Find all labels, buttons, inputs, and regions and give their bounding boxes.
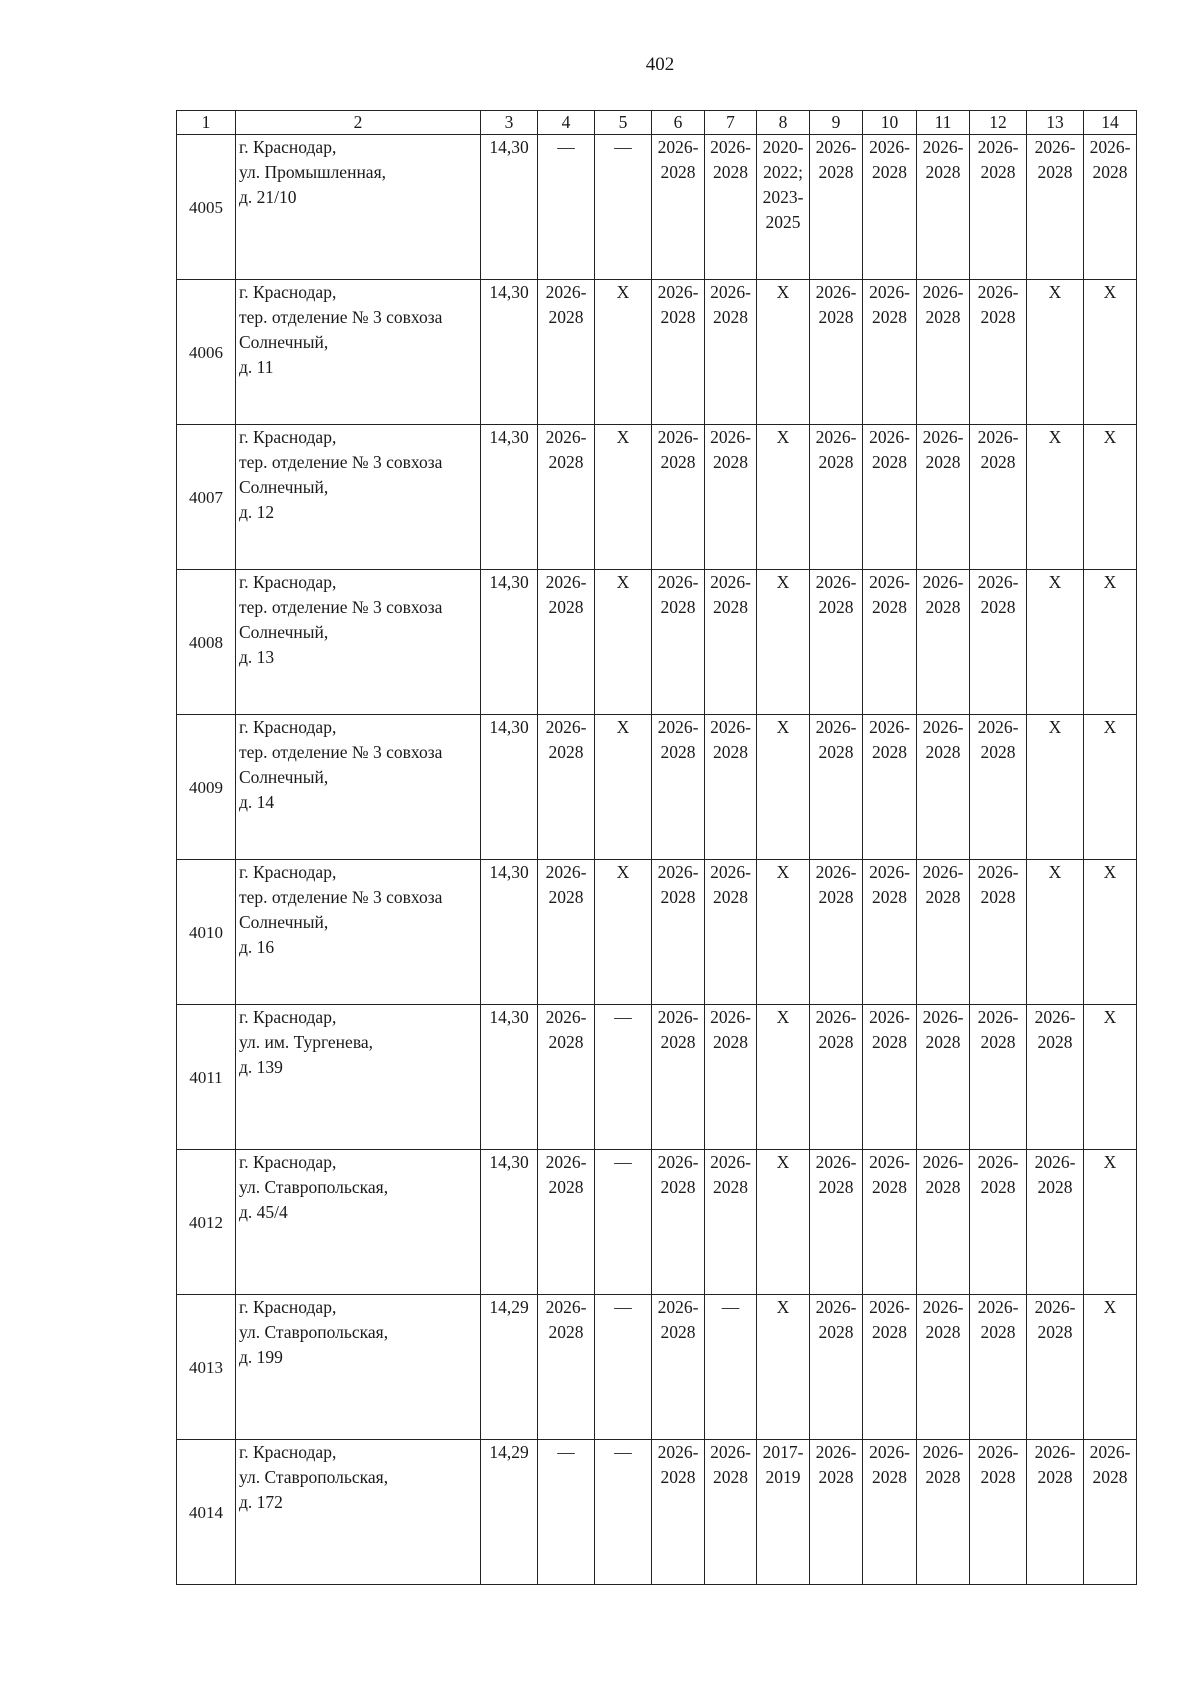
cell-col-6: 2026- 2028 — [652, 1440, 705, 1585]
address-cell: г. Краснодар, тер. отделение № 3 совхоза Солнечный, д. 14 — [236, 715, 481, 860]
cell-col-10: 2026- 2028 — [863, 280, 917, 425]
address-cell: г. Краснодар, тер. отделение № 3 совхоза Солнечный, д. 13 — [236, 570, 481, 715]
cell-col-8: 2017- 2019 — [757, 1440, 810, 1585]
cell-col-13: X — [1027, 425, 1084, 570]
table-row — [177, 1295, 1137, 1440]
cell-col-6: 2026- 2028 — [652, 1005, 705, 1150]
cell-col-9: 2026- 2028 — [810, 135, 863, 280]
cell-col-13: X — [1027, 715, 1084, 860]
cell-col-13: 2026- 2028 — [1027, 1005, 1084, 1150]
row-number: 4007 — [177, 425, 236, 570]
table-row — [177, 135, 1137, 280]
column-header: 9 — [810, 111, 863, 135]
column-header: 4 — [538, 111, 595, 135]
cell-col-14: X — [1084, 1295, 1137, 1440]
cell-col-14: X — [1084, 860, 1137, 1005]
cell-col-7: 2026- 2028 — [705, 425, 757, 570]
cell-col-8: X — [757, 425, 810, 570]
column-header: 12 — [970, 111, 1027, 135]
cell-col-10: 2026- 2028 — [863, 715, 917, 860]
cell-col-11: 2026- 2028 — [917, 1295, 970, 1440]
cell-col-8: X — [757, 1150, 810, 1295]
cell-col-4: — — [538, 1440, 595, 1585]
cell-col-9: 2026- 2028 — [810, 570, 863, 715]
cell-col-5: X — [595, 715, 652, 860]
table-row — [177, 425, 1137, 570]
cell-col-3: 14,30 — [481, 860, 538, 1005]
row-number: 4009 — [177, 715, 236, 860]
row-number: 4008 — [177, 570, 236, 715]
row-number: 4010 — [177, 860, 236, 1005]
cell-col-5: — — [595, 1440, 652, 1585]
table-row — [177, 280, 1137, 425]
cell-col-10: 2026- 2028 — [863, 1005, 917, 1150]
cell-col-5: X — [595, 860, 652, 1005]
cell-col-6: 2026- 2028 — [652, 135, 705, 280]
cell-col-6: 2026- 2028 — [652, 425, 705, 570]
cell-col-12: 2026- 2028 — [970, 1295, 1027, 1440]
cell-col-8: X — [757, 570, 810, 715]
cell-col-6: 2026- 2028 — [652, 570, 705, 715]
cell-col-14: X — [1084, 280, 1137, 425]
cell-col-10: 2026- 2028 — [863, 860, 917, 1005]
cell-col-3: 14,30 — [481, 425, 538, 570]
cell-col-8: 2020- 2022; 2023- 2025 — [757, 135, 810, 280]
cell-col-6: 2026- 2028 — [652, 1150, 705, 1295]
cell-col-4: — — [538, 135, 595, 280]
cell-col-14: X — [1084, 1005, 1137, 1150]
cell-col-11: 2026- 2028 — [917, 425, 970, 570]
cell-col-9: 2026- 2028 — [810, 280, 863, 425]
address-cell: г. Краснодар, тер. отделение № 3 совхоза Солнечный, д. 11 — [236, 280, 481, 425]
cell-col-10: 2026- 2028 — [863, 425, 917, 570]
cell-col-3: 14,30 — [481, 715, 538, 860]
cell-col-3: 14,30 — [481, 135, 538, 280]
cell-col-11: 2026- 2028 — [917, 1005, 970, 1150]
cell-col-8: X — [757, 715, 810, 860]
cell-col-7: 2026- 2028 — [705, 135, 757, 280]
cell-col-9: 2026- 2028 — [810, 1440, 863, 1585]
cell-col-11: 2026- 2028 — [917, 1440, 970, 1585]
cell-col-6: 2026- 2028 — [652, 715, 705, 860]
cell-col-3: 14,30 — [481, 280, 538, 425]
cell-col-4: 2026- 2028 — [538, 860, 595, 1005]
cell-col-13: X — [1027, 570, 1084, 715]
table-row — [177, 715, 1137, 860]
column-header: 13 — [1027, 111, 1084, 135]
row-number: 4013 — [177, 1295, 236, 1440]
cell-col-5: X — [595, 570, 652, 715]
page-number: 402 — [645, 54, 675, 75]
cell-col-4: 2026- 2028 — [538, 1005, 595, 1150]
cell-col-12: 2026- 2028 — [970, 135, 1027, 280]
cell-col-5: X — [595, 280, 652, 425]
cell-col-12: 2026- 2028 — [970, 280, 1027, 425]
cell-col-7: 2026- 2028 — [705, 860, 757, 1005]
cell-col-7: 2026- 2028 — [705, 1440, 757, 1585]
cell-col-3: 14,30 — [481, 1150, 538, 1295]
cell-col-10: 2026- 2028 — [863, 1150, 917, 1295]
cell-col-9: 2026- 2028 — [810, 425, 863, 570]
cell-col-11: 2026- 2028 — [917, 860, 970, 1005]
cell-col-9: 2026- 2028 — [810, 1295, 863, 1440]
cell-col-13: X — [1027, 860, 1084, 1005]
column-header: 14 — [1084, 111, 1137, 135]
cell-col-8: X — [757, 860, 810, 1005]
cell-col-4: 2026- 2028 — [538, 1150, 595, 1295]
column-header: 2 — [236, 111, 481, 135]
cell-col-5: — — [595, 1295, 652, 1440]
cell-col-3: 14,29 — [481, 1440, 538, 1585]
table-row — [177, 1005, 1137, 1150]
address-cell: г. Краснодар, тер. отделение № 3 совхоза Солнечный, д. 16 — [236, 860, 481, 1005]
table-row — [177, 1150, 1137, 1295]
column-header: 7 — [705, 111, 757, 135]
cell-col-10: 2026- 2028 — [863, 1295, 917, 1440]
column-header: 3 — [481, 111, 538, 135]
cell-col-5: — — [595, 1005, 652, 1150]
row-number: 4006 — [177, 280, 236, 425]
cell-col-12: 2026- 2028 — [970, 1150, 1027, 1295]
cell-col-4: 2026- 2028 — [538, 1295, 595, 1440]
cell-col-4: 2026- 2028 — [538, 715, 595, 860]
column-header: 5 — [595, 111, 652, 135]
cell-col-6: 2026- 2028 — [652, 280, 705, 425]
column-header: 11 — [917, 111, 970, 135]
cell-col-14: X — [1084, 425, 1137, 570]
address-cell: г. Краснодар, тер. отделение № 3 совхоза Солнечный, д. 12 — [236, 425, 481, 570]
cell-col-11: 2026- 2028 — [917, 135, 970, 280]
column-header: 6 — [652, 111, 705, 135]
cell-col-13: 2026- 2028 — [1027, 135, 1084, 280]
table-row — [177, 1440, 1137, 1585]
cell-col-14: 2026- 2028 — [1084, 1440, 1137, 1585]
cell-col-14: X — [1084, 1150, 1137, 1295]
row-number: 4014 — [177, 1440, 236, 1585]
registry-table — [176, 110, 1137, 1585]
cell-col-4: 2026- 2028 — [538, 425, 595, 570]
cell-col-13: 2026- 2028 — [1027, 1150, 1084, 1295]
cell-col-9: 2026- 2028 — [810, 1150, 863, 1295]
cell-col-5: — — [595, 1150, 652, 1295]
cell-col-12: 2026- 2028 — [970, 715, 1027, 860]
cell-col-8: X — [757, 280, 810, 425]
cell-col-9: 2026- 2028 — [810, 1005, 863, 1150]
cell-col-14: X — [1084, 570, 1137, 715]
cell-col-12: 2026- 2028 — [970, 860, 1027, 1005]
cell-col-9: 2026- 2028 — [810, 715, 863, 860]
cell-col-13: 2026- 2028 — [1027, 1295, 1084, 1440]
cell-col-7: 2026- 2028 — [705, 715, 757, 860]
table-row — [177, 860, 1137, 1005]
cell-col-4: 2026- 2028 — [538, 570, 595, 715]
cell-col-3: 14,30 — [481, 1005, 538, 1150]
cell-col-3: 14,29 — [481, 1295, 538, 1440]
cell-col-13: X — [1027, 280, 1084, 425]
column-header: 10 — [863, 111, 917, 135]
cell-col-12: 2026- 2028 — [970, 1005, 1027, 1150]
cell-col-6: 2026- 2028 — [652, 1295, 705, 1440]
address-cell: г. Краснодар, ул. Ставропольская, д. 172 — [236, 1440, 481, 1585]
cell-col-7: 2026- 2028 — [705, 1150, 757, 1295]
address-cell: г. Краснодар, ул. Ставропольская, д. 45/4 — [236, 1150, 481, 1295]
cell-col-7: 2026- 2028 — [705, 280, 757, 425]
cell-col-12: 2026- 2028 — [970, 570, 1027, 715]
cell-col-5: X — [595, 425, 652, 570]
cell-col-8: X — [757, 1005, 810, 1150]
column-number-row — [177, 111, 1137, 135]
cell-col-10: 2026- 2028 — [863, 135, 917, 280]
cell-col-11: 2026- 2028 — [917, 570, 970, 715]
cell-col-14: X — [1084, 715, 1137, 860]
cell-col-11: 2026- 2028 — [917, 1150, 970, 1295]
cell-col-7: 2026- 2028 — [705, 570, 757, 715]
address-cell: г. Краснодар, ул. им. Тургенева, д. 139 — [236, 1005, 481, 1150]
cell-col-11: 2026- 2028 — [917, 280, 970, 425]
cell-col-8: X — [757, 1295, 810, 1440]
cell-col-7: 2026- 2028 — [705, 1005, 757, 1150]
row-number: 4005 — [177, 135, 236, 280]
cell-col-14: 2026- 2028 — [1084, 135, 1137, 280]
cell-col-11: 2026- 2028 — [917, 715, 970, 860]
column-header: 8 — [757, 111, 810, 135]
cell-col-13: 2026- 2028 — [1027, 1440, 1084, 1585]
address-cell: г. Краснодар, ул. Промышленная, д. 21/10 — [236, 135, 481, 280]
cell-col-10: 2026- 2028 — [863, 570, 917, 715]
row-number: 4011 — [177, 1005, 236, 1150]
column-header: 1 — [177, 111, 236, 135]
cell-col-3: 14,30 — [481, 570, 538, 715]
cell-col-12: 2026- 2028 — [970, 1440, 1027, 1585]
address-cell: г. Краснодар, ул. Ставропольская, д. 199 — [236, 1295, 481, 1440]
table-body — [177, 135, 1137, 1585]
cell-col-9: 2026- 2028 — [810, 860, 863, 1005]
cell-col-6: 2026- 2028 — [652, 860, 705, 1005]
table-row — [177, 570, 1137, 715]
cell-col-12: 2026- 2028 — [970, 425, 1027, 570]
cell-col-7: — — [705, 1295, 757, 1440]
cell-col-4: 2026- 2028 — [538, 280, 595, 425]
cell-col-10: 2026- 2028 — [863, 1440, 917, 1585]
row-number: 4012 — [177, 1150, 236, 1295]
cell-col-5: — — [595, 135, 652, 280]
